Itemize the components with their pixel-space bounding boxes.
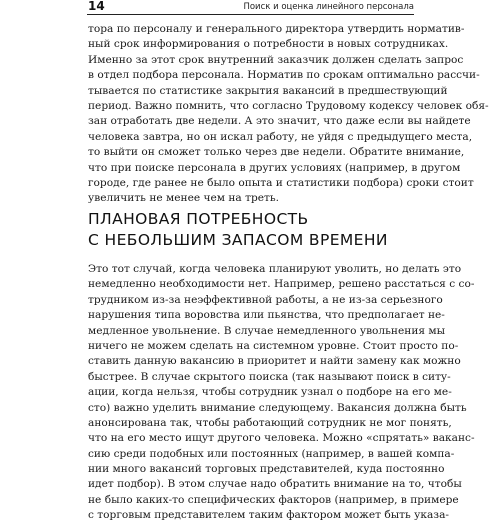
running-title: Поиск и оценка линейного персонала: [243, 2, 414, 12]
page-header: [87, 0, 414, 16]
text-line: медленное увольнение. В случае немедленного увольнения мы: [88, 324, 446, 337]
text-line: что на его место ищут другого человека. Можно «спрятать» ваканс-: [88, 432, 475, 445]
text-line: не было каких-то специфических факторов (например, в примере: [88, 493, 459, 506]
paragraph-1: [88, 22, 489, 207]
text-line: ставить данную вакансию в приоритет и найти замену как можно: [88, 355, 461, 368]
header-divider: [87, 14, 414, 15]
text-line: нарушения типа воровства или пьянства, что предполагает не-: [88, 309, 445, 322]
paragraph-2: [88, 262, 475, 524]
heading-line: ПЛАНОВАЯ ПОТРЕБНОСТЬ: [88, 210, 309, 228]
text-line: анонсирована так, чтобы работающий сотрудник не мог понять,: [88, 416, 452, 429]
section-heading: [88, 209, 412, 251]
text-line: тывается по статистике закрытия вакансий в предшествующий: [88, 84, 448, 97]
text-line: идет подбор). В этом случае надо обратить внимание на то, чтобы: [88, 478, 462, 491]
text-line: человека завтра, но он искал работу, не уйдя с предыдущего места,: [88, 130, 473, 143]
text-line: увеличить не менее чем на треть.: [88, 192, 280, 205]
text-line: Это тот случай, когда человека планируют уволить, но делать это: [88, 263, 462, 275]
text-line: ации, когда нельзя, чтобы сотрудник узнал о подборе на его ме-: [88, 386, 452, 399]
text-line: немедленно необходимости нет. Например, решено расстаться с со-: [88, 278, 475, 291]
text-line: городе, где ранее не было опыта и статистики подбора) сроки стоит: [88, 176, 474, 189]
text-line: то выйти он сможет только через две недели. Обратите внимание,: [88, 146, 465, 159]
text-line: ничего не можем сделать на системном уровне. Стоит просто по-: [88, 339, 459, 352]
text-line: с торговым представителем таким фактором может быть указа-: [88, 509, 449, 522]
text-line: тора по персоналу и генерального директора утвердить норматив-: [88, 23, 465, 35]
text-line: период. Важно помнить, что согласно Трудовому кодексу человек обя-: [88, 99, 489, 112]
text-line: сто) важно уделить внимание следующему. Вакансия должна быть: [88, 401, 467, 414]
text-line: быстрее. В случае скрытого поиска (так называют поиск в ситу-: [88, 370, 451, 383]
text-line: что при поиске персонала в других условиях (например, в другом: [88, 161, 461, 174]
text-line: трудником из-за неэффективной работы, а не из-за серьезного: [88, 293, 443, 306]
page-number: 14: [88, 0, 105, 13]
text-line: нии много вакансий торговых представителей, куда постоянно: [88, 463, 445, 476]
text-line: зан отработать две недели. А это значит, что даже если вы найдете: [88, 115, 471, 128]
text-line: ный срок информирования о потребности в новых сотрудниках.: [88, 38, 449, 51]
heading-line: С НЕБОЛЬШИМ ЗАПАСОМ ВРЕМЕНИ: [88, 231, 388, 249]
text-line: Именно за этот срок внутренний заказчик должен сделать запрос: [88, 53, 464, 66]
text-line: в отдел подбора персонала. Норматив по срокам оптимально рассчи-: [88, 69, 480, 82]
text-line: сию среди подобных или постоянных (например, в вашей компа-: [88, 447, 455, 460]
